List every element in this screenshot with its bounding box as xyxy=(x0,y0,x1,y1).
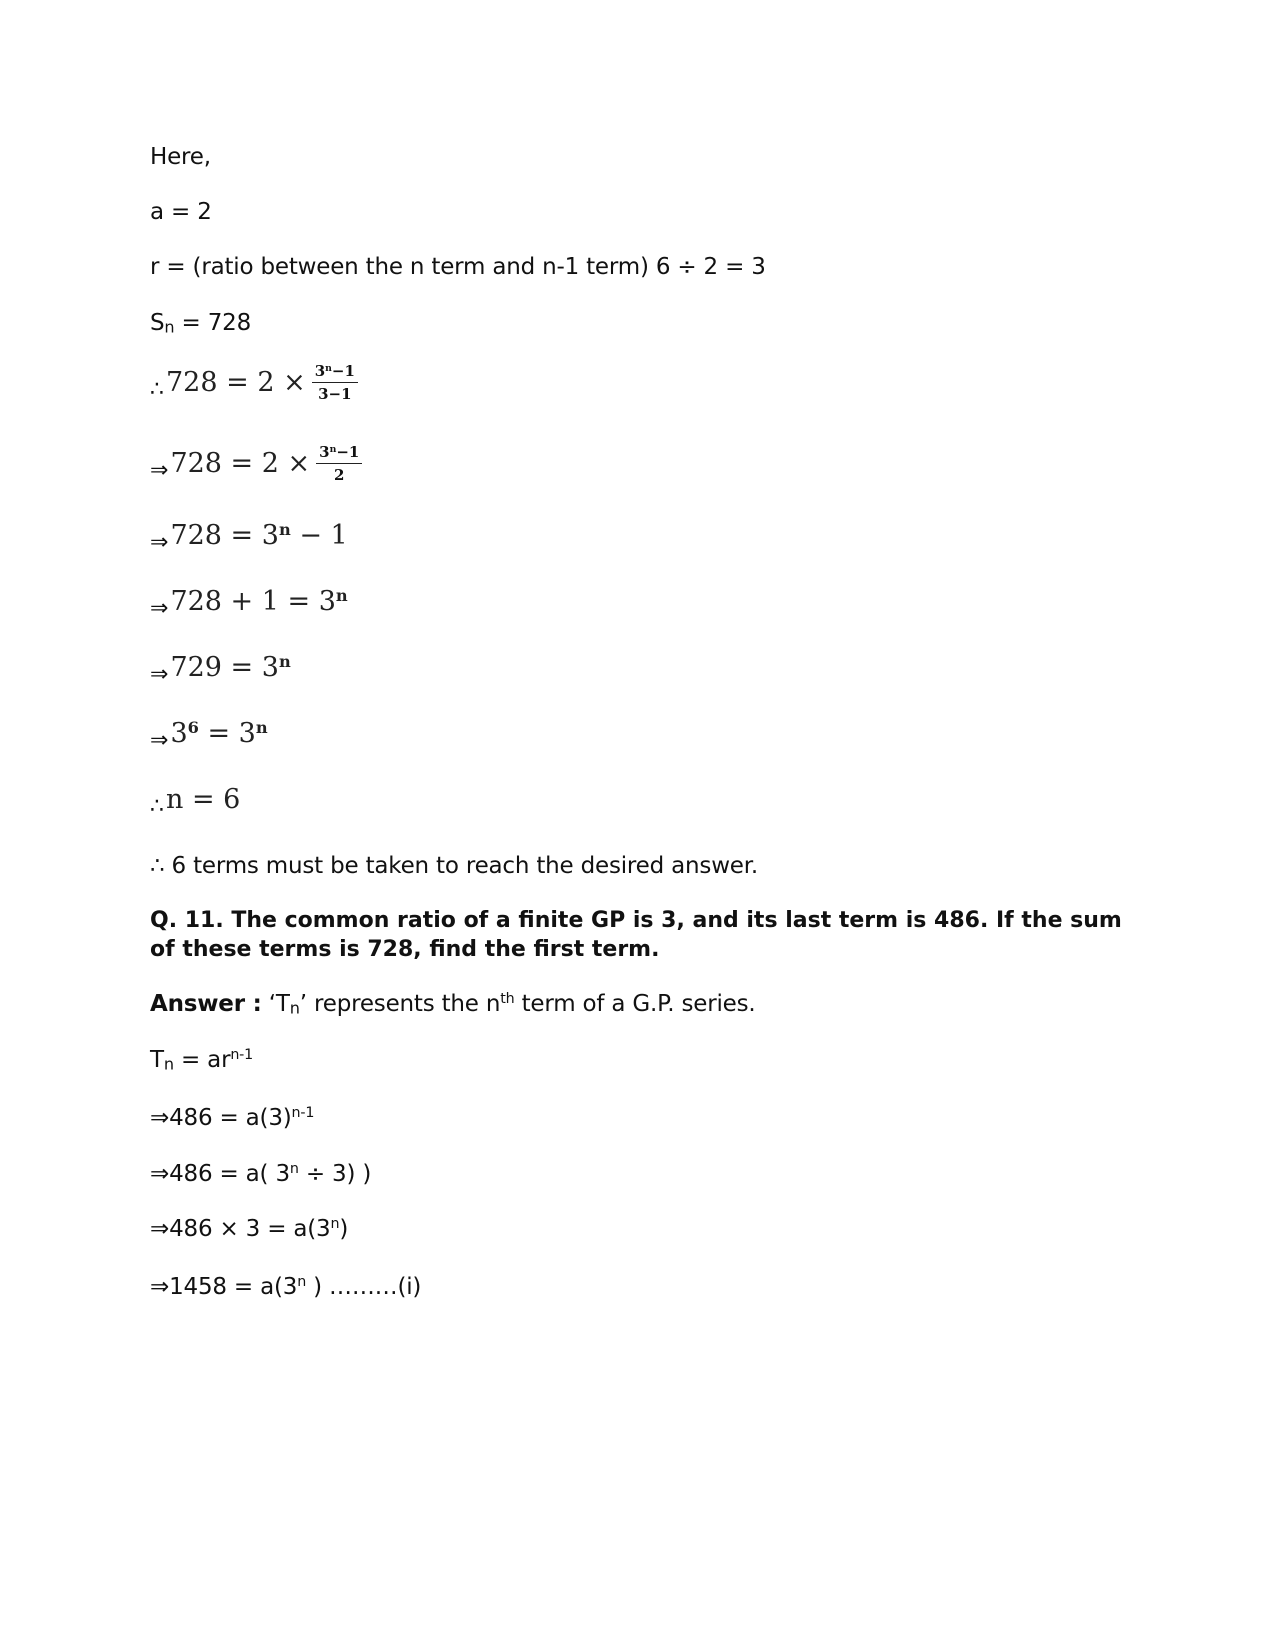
equation-lhs: 728 = 2 × xyxy=(170,448,311,479)
fraction-denominator: 2 xyxy=(334,466,345,484)
text-a-value: a = 2 xyxy=(150,199,212,225)
implies-symbol: ⇒ xyxy=(150,596,169,622)
question-11: Q. 11. The common ratio of a finite GP is 3, and its last term is 486. If the sum of these terms is 728, find the first term. xyxy=(150,908,1122,962)
implies-symbol: ⇒ xyxy=(150,662,169,688)
implies-symbol: ⇒ xyxy=(150,458,169,484)
therefore-symbol: ∴ xyxy=(150,377,164,403)
work-line-4: ⇒486 × $3 = a(3^n)$ xyxy=(150,1216,349,1242)
equation: n = 6 xyxy=(166,784,241,815)
text-sn-value xyxy=(150,308,251,338)
equation: $3^6 = 3^n$ xyxy=(170,718,268,749)
work-line-2: ⇒486 = $a(3)^{n-1}$ xyxy=(150,1105,315,1131)
sn-subscript: n xyxy=(164,317,175,337)
sn-symbol: S xyxy=(150,310,165,336)
equation-lhs: 728 = 2 × xyxy=(166,367,306,398)
fraction xyxy=(312,362,358,403)
equation: $729 = 3^n$ xyxy=(170,652,291,683)
equation-step-2 xyxy=(150,443,362,484)
fraction-denominator: 3−1 xyxy=(318,385,352,403)
therefore-symbol: ∴ xyxy=(150,794,164,820)
equation-step-5 xyxy=(150,652,291,688)
equation-step-3 xyxy=(150,520,348,556)
equation-step-7 xyxy=(150,784,241,820)
work-line-5: ⇒1458 = $a(3^n$ ) ………(i) xyxy=(150,1274,422,1300)
fraction-numerator: $3^n-1$ xyxy=(312,362,358,383)
equation-step-1 xyxy=(150,362,358,403)
answer-intro: Answer : ‘$T_n$’ represents the $n^{th}$ term of a G.P. series. xyxy=(150,991,756,1018)
answer-label: Answer : xyxy=(150,991,262,1017)
equation: $728 + 1 = 3^n$ xyxy=(170,586,348,617)
work-line-3: ⇒486 = a( $3^n \div 3$) ) xyxy=(150,1161,372,1187)
equation-step-4 xyxy=(150,586,348,622)
equation: $728 = 3^n - 1$ xyxy=(170,520,348,551)
text-r-value: r = (ratio between the n term and n-1 term) 6 ÷ 2 = 3 xyxy=(150,254,766,280)
text-conclusion: ∴ 6 terms must be taken to reach the desired answer. xyxy=(150,853,759,879)
sn-equals: = 728 xyxy=(174,310,252,336)
text-here: Here, xyxy=(150,144,211,170)
fraction xyxy=(316,443,362,484)
equation-step-6 xyxy=(150,718,268,754)
implies-symbol: ⇒ xyxy=(150,530,169,556)
fraction-numerator: $3^n-1$ xyxy=(316,443,362,464)
implies-symbol: ⇒ xyxy=(150,728,169,754)
work-line-1: $T_n = ar^{n-1}$ xyxy=(150,1047,253,1074)
